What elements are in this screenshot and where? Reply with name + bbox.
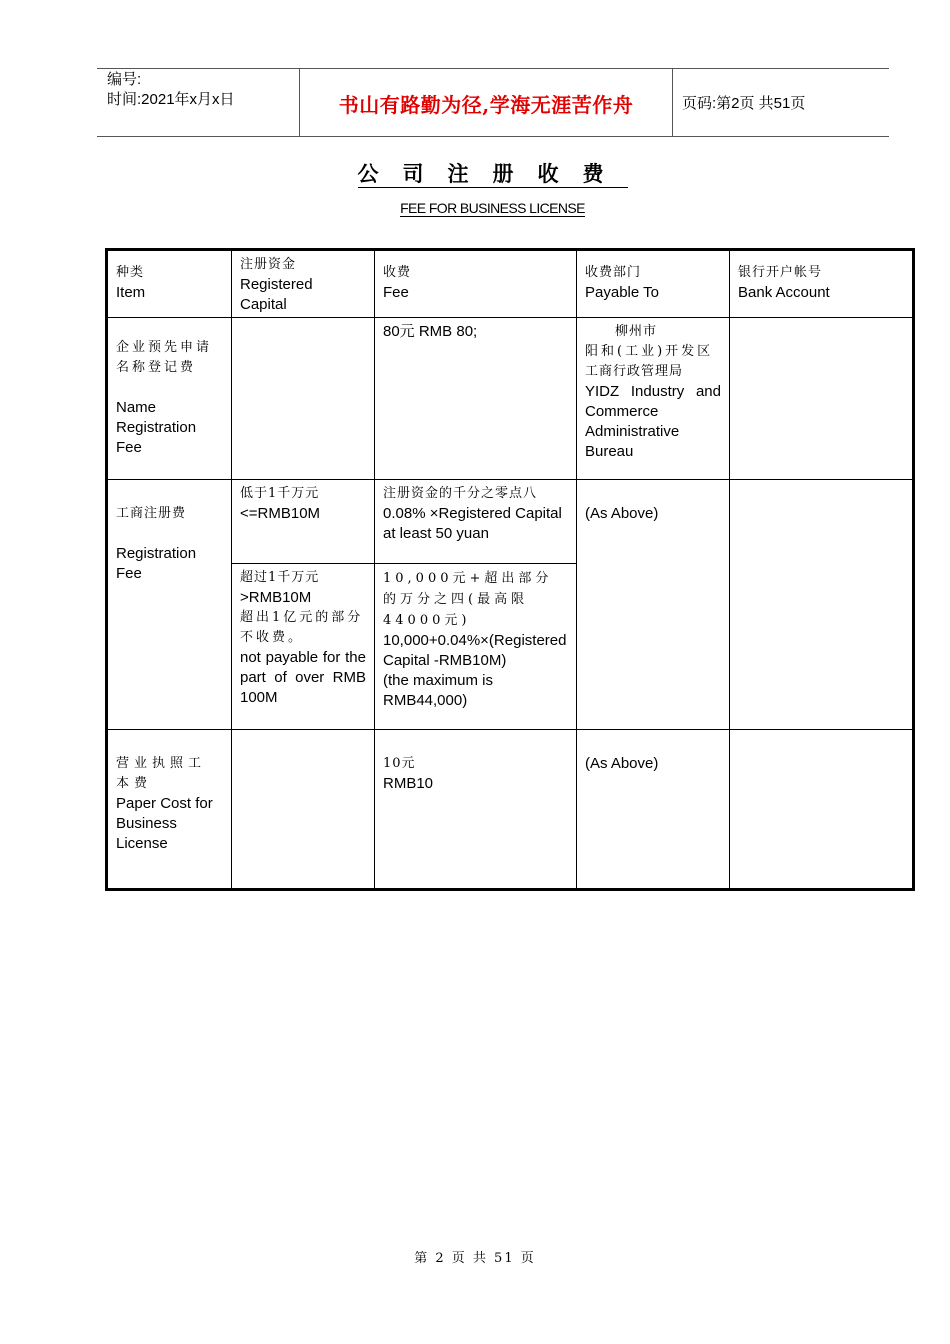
fee-table: [105, 248, 915, 891]
header-payable-cell: [577, 250, 730, 318]
high-capital-cn: 超过1千万元: [240, 570, 320, 585]
payable-zone-cn: 阳和(工业)开发区: [585, 344, 714, 359]
paper-cost-item-cn: 营业执照工本费: [116, 756, 207, 791]
header-fee-cn: 收费: [383, 265, 412, 280]
registration-fee-payable-cell: [577, 480, 730, 730]
paper-cost-fee-cn: 10元: [383, 756, 416, 771]
name-registration-item-en: Name Registration Fee: [116, 399, 197, 456]
header-capital-en-1: Registered: [240, 276, 313, 293]
header-account-en: Bank Account: [738, 284, 830, 301]
high-capital-fee-cn: 10,000元+超出部分的万分之四(最高限44000元): [383, 571, 553, 628]
name-registration-payable-cell: [577, 318, 730, 480]
header-fee-en: Fee: [383, 284, 409, 301]
high-capital-fee-max: (the maximum is RMB44,000): [383, 672, 494, 709]
header-item-en: Item: [116, 284, 146, 301]
high-capital-en: >RMB10M: [240, 589, 312, 606]
header-payable-en: Payable To: [585, 284, 659, 301]
low-capital-fee-en: 0.08% ×Registered Capital: [383, 505, 562, 522]
paper-cost-fee-cell: [375, 730, 577, 890]
high-capital-cap-cn: 超出1亿元的部分不收费。: [240, 610, 364, 645]
header-item-cell: [107, 250, 232, 318]
registration-fee-payable: (As Above): [585, 505, 659, 522]
header-item-cn: 种类: [116, 265, 145, 280]
document-subtitle-text: FEE FOR BUSINESS LICENSE: [400, 200, 585, 216]
payable-bureau-cn: 工商行政管理局: [585, 364, 684, 379]
registration-fee-item-cell: [107, 480, 232, 730]
header-date: 时间:2021年x月x日: [107, 91, 235, 108]
low-capital-en: <=RMB10M: [240, 505, 321, 522]
payable-city-cn: 柳州市: [615, 324, 658, 339]
paper-cost-item-en: Paper Cost for Business License: [116, 795, 213, 852]
high-capital-note: not payable for the part of over RMB 100M: [240, 649, 366, 706]
header-divider: [672, 69, 673, 136]
table-row-registration-fee: [107, 480, 914, 564]
header-bottom-rule: [97, 136, 889, 137]
payable-bureau-en: YIDZ Industry and Commerce Administrative Bureau: [585, 383, 721, 460]
registration-fee-item-en: Registration Fee: [116, 545, 197, 582]
header-motto: 书山有路勤为径,学海无涯苦作舟: [338, 93, 634, 117]
table-row-name-registration: [107, 318, 914, 480]
paper-cost-payable-cell: [577, 730, 730, 890]
registration-fee-account-cell: [730, 480, 914, 730]
name-registration-account-cell: [730, 318, 914, 480]
low-capital-cell: [232, 480, 375, 564]
header-code-label: 编号:: [107, 71, 142, 88]
high-capital-cell: [232, 564, 375, 730]
paper-cost-account-cell: [730, 730, 914, 890]
low-capital-fee-min: at least 50 yuan: [383, 525, 489, 542]
header-capital-cn: 注册资金: [240, 257, 297, 272]
document-title: [0, 158, 950, 188]
header-fee-cell: [375, 250, 577, 318]
header-capital-cell: [232, 250, 375, 318]
name-registration-item-cell: [107, 318, 232, 480]
header-account-cn: 银行开户帐号: [738, 265, 823, 280]
document-subtitle: [0, 200, 950, 216]
high-capital-fee-cell: [375, 564, 577, 730]
table-header-row: [107, 250, 914, 318]
name-registration-fee: 80元 RMB 80;: [383, 323, 478, 340]
paper-cost-fee-en: RMB10: [383, 775, 434, 792]
registration-fee-item-cn: 工商注册费: [116, 506, 187, 521]
name-registration-capital-cell: [232, 318, 375, 480]
low-capital-fee-cell: [375, 480, 577, 564]
low-capital-cn: 低于1千万元: [240, 486, 320, 501]
table-row-paper-cost: [107, 730, 914, 890]
document-title-text: 公司注册收费: [357, 161, 628, 186]
header-top-rule: [97, 68, 889, 69]
header-capital-en-2: Capital: [240, 296, 287, 313]
page-footer: 第 2 页 共 51 页: [414, 1251, 536, 1266]
name-registration-fee-cell: [375, 318, 577, 480]
low-capital-fee-cn: 注册资金的千分之零点八: [383, 486, 538, 501]
header-account-cell: [730, 250, 914, 318]
name-registration-item-cn: 企业预先申请名称登记费: [116, 340, 213, 375]
header-payable-cn: 收费部门: [585, 265, 642, 280]
paper-cost-capital-cell: [232, 730, 375, 890]
header-page-number: 页码:第2页 共51页: [682, 95, 806, 112]
paper-cost-item-cell: [107, 730, 232, 890]
high-capital-fee-formula: 10,000+0.04%×(Registered Capital -RMB10M): [383, 632, 567, 669]
paper-cost-payable: (As Above): [585, 755, 659, 772]
